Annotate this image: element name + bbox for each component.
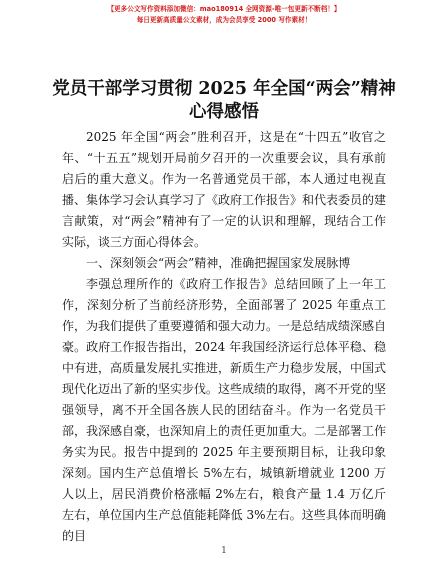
intro-paragraph: 2025 年全国“两会”胜利召开，这是在“十四五”收官之年、“十五五”规划开局前夕召开的一次重要会议，具有承前启后的重大意义。作为一名普通党员干部，本人通过电视直播、集体学习会认真学习了《政府工作报告》和代表委员的建言献策，对“两会”精神有了一定的认识和理解，现结合工作实际，谈三方面心得体会。	[62, 130, 387, 249]
document-body	[62, 127, 387, 543]
body-paragraph: 李强总理所作的《政府工作报告》总结回顾了上一年工作，深刻分析了当前经济形势，全面部署了 2025 年重点工作，为我们提供了重要遵循和强大动力。一是总结成绩深感自豪。政府工作报告指出，2024 年我国经济运行总体平稳、稳中有进，高质量发展扎实推进，新质生产力稳步发展，中国式现代化迈出了新的坚实步伐。这些成绩的取得，离不开党的坚强领导，离不开全国各族人民的团结奋斗。作为一名党员干部，我深感自豪，也深知肩上的责任更加重大。二是部署工作务实为民。报告中提到的 2025 年主要预期目标，让我印象深刻。国内生产总值增长 5%左右，城镇新增就业 1200 万人以上，居民消费价格涨幅 2%左右，粮食产量 1.4 万亿斤左右，单位国内生产总值能耗降低 3%左右。这些具体而明确的目	[62, 277, 387, 543]
promo-banner-line-1: 【更多公文写作资料添加微信：mao180914 全网资源-唯一包更新不断档！】	[107, 5, 341, 13]
section-heading: 一、深刻领会“两会”精神，准确把握国家发展脉博	[86, 256, 351, 270]
page-number: 1	[221, 546, 227, 556]
document-title: 党员干部学习贯彻 2025 年全国“两会”精神心得感悟	[52, 79, 396, 122]
promo-banner	[0, 0, 448, 46]
promo-banner-line-2: 每日更新高质量公文素材，成为会员享受 2000 写作素材！	[136, 16, 312, 24]
